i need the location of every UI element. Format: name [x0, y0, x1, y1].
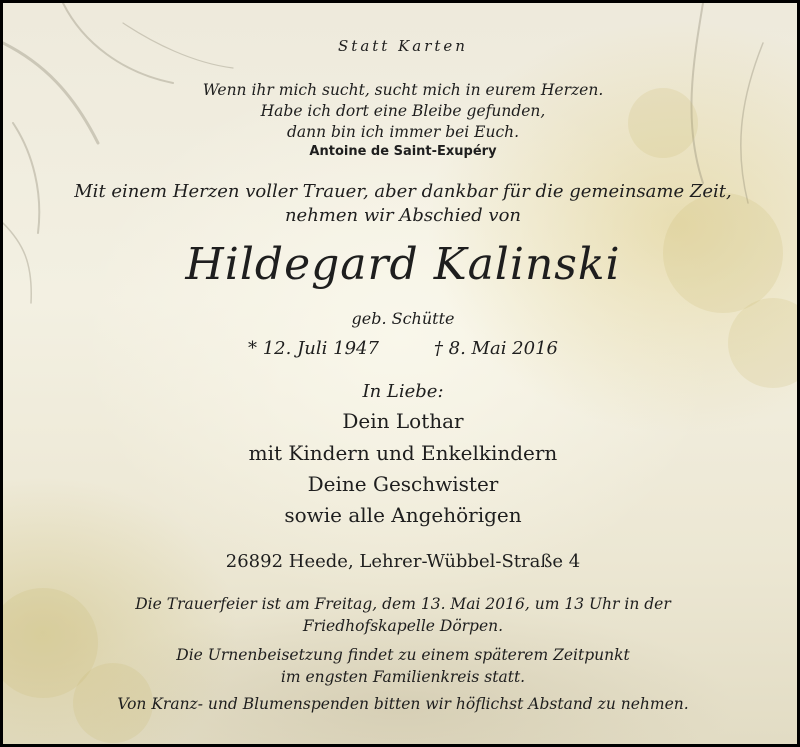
quote-line: dann bin ich immer bei Euch. [286, 123, 520, 141]
mourner: Deine Geschwister [307, 472, 499, 496]
mourner: Dein Lothar [342, 409, 464, 433]
birth-date: * 12. Juli 1947 [248, 338, 379, 359]
quote-author: Antoine de Saint-Exupéry [309, 144, 497, 159]
burial-note: im engsten Familienkreis statt. [280, 668, 526, 686]
quote-line: Wenn ihr mich sucht, sucht mich in eurem Herzen. [202, 81, 604, 99]
flowers-note: Von Kranz- und Blumenspenden bitten wir höflichst Abstand zu nehmen. [117, 695, 689, 713]
burial-note: Die Urnenbeisetzung findet zu einem späterem Zeitpunkt [176, 646, 630, 664]
life-dates [3, 338, 800, 359]
deceased-name: Hildegard Kalinski [185, 239, 621, 290]
intro-line: Mit einem Herzen voller Trauer, aber dankbar für die gemeinsame Zeit, [74, 181, 732, 202]
quote-line: Habe ich dort eine Bleibe gefunden, [260, 102, 546, 120]
address: 26892 Heede, Lehrer-Wübbel-Straße 4 [225, 551, 581, 572]
intro-line: nehmen wir Abschied von [284, 205, 522, 226]
maiden-name: geb. Schütte [351, 309, 455, 328]
notice-header: Statt Karten [338, 37, 468, 55]
in-love-label: In Liebe: [362, 381, 444, 402]
mourner: mit Kindern und Enkelkindern [248, 441, 558, 465]
death-date: † 8. Mai 2016 [433, 338, 558, 359]
funeral-note: Friedhofskapelle Dörpen. [302, 617, 504, 635]
mourner: sowie alle Angehörigen [284, 503, 522, 527]
funeral-note: Die Trauerfeier ist am Freitag, dem 13. Mai 2016, um 13 Uhr in der [135, 595, 671, 613]
